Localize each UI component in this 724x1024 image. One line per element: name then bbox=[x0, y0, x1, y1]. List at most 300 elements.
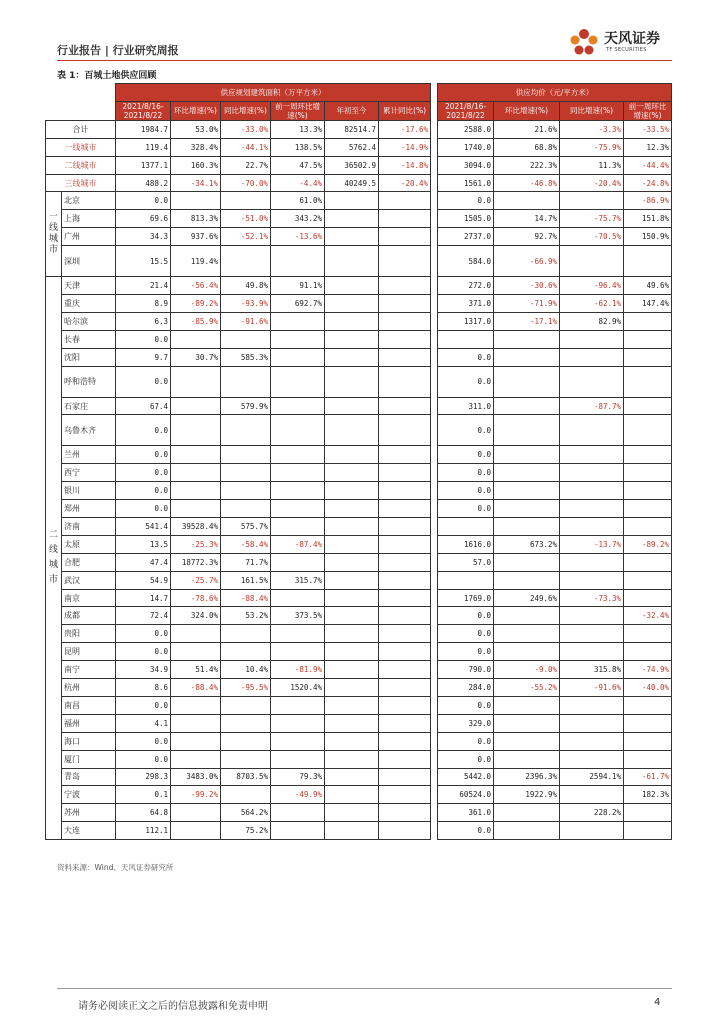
table-cell: 69.6 bbox=[116, 210, 171, 228]
table-cell bbox=[171, 482, 221, 500]
table-cell bbox=[379, 607, 431, 625]
table-cell bbox=[325, 714, 379, 732]
table-cell bbox=[325, 518, 379, 536]
table-cell bbox=[379, 786, 431, 804]
table-cell: 2588.0 bbox=[438, 120, 494, 138]
table-cell bbox=[624, 625, 672, 643]
table-cell: 40249.5 bbox=[325, 174, 379, 192]
table-cell: 228.2% bbox=[560, 804, 624, 822]
column-gap bbox=[431, 415, 438, 446]
table-cell bbox=[221, 246, 271, 277]
col-header: 同比增速(%) bbox=[221, 101, 271, 120]
table-cell: -20.4% bbox=[560, 174, 624, 192]
table-cell bbox=[379, 679, 431, 697]
table-body bbox=[46, 120, 672, 839]
table-cell bbox=[379, 330, 431, 348]
table-cell bbox=[171, 366, 221, 397]
table-cell: -75.7% bbox=[560, 210, 624, 228]
table-cell: 47.4 bbox=[116, 553, 171, 571]
table-cell bbox=[379, 804, 431, 822]
table-cell bbox=[325, 366, 379, 397]
city-name: 重庆 bbox=[62, 295, 116, 313]
table-cell: 324.0% bbox=[171, 607, 221, 625]
column-gap bbox=[431, 822, 438, 840]
table-row bbox=[46, 228, 672, 246]
table-cell: 0.0 bbox=[438, 446, 494, 464]
table-cell bbox=[271, 397, 325, 415]
city-name: 福州 bbox=[62, 714, 116, 732]
table-cell bbox=[560, 750, 624, 768]
table-cell bbox=[271, 643, 325, 661]
table-cell bbox=[624, 643, 672, 661]
city-name: 深圳 bbox=[62, 246, 116, 277]
table-cell bbox=[271, 312, 325, 330]
table-row bbox=[46, 446, 672, 464]
table-cell bbox=[171, 397, 221, 415]
city-name: 海口 bbox=[62, 732, 116, 750]
table-cell: 0.0 bbox=[438, 464, 494, 482]
table-cell: 147.4% bbox=[624, 295, 672, 313]
table-cell: 2737.0 bbox=[438, 228, 494, 246]
table-row bbox=[46, 482, 672, 500]
city-name: 天津 bbox=[62, 277, 116, 295]
table-cell: 0.0 bbox=[438, 192, 494, 210]
column-gap bbox=[431, 482, 438, 500]
tier-group-label: 二 线 城 市 bbox=[46, 277, 62, 840]
table-cell: 3483.0% bbox=[171, 768, 221, 786]
table-cell bbox=[494, 643, 560, 661]
table-cell: -70.0% bbox=[221, 174, 271, 192]
table-cell: 361.0 bbox=[438, 804, 494, 822]
column-gap bbox=[431, 397, 438, 415]
table-cell bbox=[379, 571, 431, 589]
table-cell: 579.9% bbox=[221, 397, 271, 415]
table-cell: 21.4 bbox=[116, 277, 171, 295]
table-row bbox=[46, 732, 672, 750]
table-cell bbox=[560, 786, 624, 804]
column-gap bbox=[431, 750, 438, 768]
table-cell: -20.4% bbox=[379, 174, 431, 192]
table-cell: -33.0% bbox=[221, 120, 271, 138]
table-cell: 1616.0 bbox=[438, 535, 494, 553]
table-cell bbox=[221, 696, 271, 714]
table-cell: 0.0 bbox=[438, 500, 494, 518]
table-cell bbox=[171, 415, 221, 446]
table-cell: 343.2% bbox=[271, 210, 325, 228]
table-row bbox=[46, 174, 672, 192]
table-cell bbox=[560, 553, 624, 571]
table-cell bbox=[221, 500, 271, 518]
table-cell bbox=[624, 500, 672, 518]
table-cell: 21.6% bbox=[494, 120, 560, 138]
table-cell: -62.1% bbox=[560, 295, 624, 313]
table-cell bbox=[379, 210, 431, 228]
table-cell bbox=[560, 464, 624, 482]
table-row bbox=[46, 696, 672, 714]
table-cell bbox=[560, 643, 624, 661]
table-cell bbox=[494, 822, 560, 840]
table-cell bbox=[494, 192, 560, 210]
table-cell bbox=[379, 500, 431, 518]
city-name: 沈阳 bbox=[62, 348, 116, 366]
table-cell: -9.0% bbox=[494, 661, 560, 679]
table-cell bbox=[271, 625, 325, 643]
table-row bbox=[46, 464, 672, 482]
table-cell bbox=[494, 804, 560, 822]
col-header: 同比增速(%) bbox=[560, 101, 624, 120]
table-cell bbox=[325, 607, 379, 625]
table-cell: 61.0% bbox=[271, 192, 325, 210]
city-name: 合肥 bbox=[62, 553, 116, 571]
table-cell: -88.4% bbox=[171, 679, 221, 697]
city-name: 哈尔滨 bbox=[62, 312, 116, 330]
table-cell bbox=[171, 500, 221, 518]
table-cell bbox=[379, 714, 431, 732]
table-cell bbox=[560, 246, 624, 277]
table-row bbox=[46, 571, 672, 589]
table-cell bbox=[271, 804, 325, 822]
table-cell: 53.0% bbox=[171, 120, 221, 138]
table-cell: 1740.0 bbox=[438, 138, 494, 156]
footer-divider bbox=[57, 988, 672, 989]
table-cell: 937.6% bbox=[171, 228, 221, 246]
logo-flower-icon bbox=[568, 26, 600, 60]
table-cell bbox=[325, 228, 379, 246]
table-cell bbox=[221, 192, 271, 210]
column-gap bbox=[431, 138, 438, 156]
logo-text: 天风证券 bbox=[604, 31, 660, 47]
table-cell: 82514.7 bbox=[325, 120, 379, 138]
table-cell bbox=[494, 607, 560, 625]
table-cell bbox=[271, 714, 325, 732]
table-cell: 0.0 bbox=[116, 366, 171, 397]
table-row bbox=[46, 589, 672, 607]
table-cell bbox=[379, 625, 431, 643]
table-cell bbox=[379, 822, 431, 840]
table-cell: 13.3% bbox=[271, 120, 325, 138]
table-cell: 0.0 bbox=[438, 482, 494, 500]
table-cell: 4.1 bbox=[116, 714, 171, 732]
column-gap bbox=[431, 607, 438, 625]
table-cell: 0.1 bbox=[116, 786, 171, 804]
table-cell: -78.6% bbox=[171, 589, 221, 607]
table-cell: 0.0 bbox=[116, 625, 171, 643]
header-group-price: 供应均价（元/平方米） bbox=[438, 84, 672, 102]
table-cell: 72.4 bbox=[116, 607, 171, 625]
table-cell: 790.0 bbox=[438, 661, 494, 679]
table-cell bbox=[171, 696, 221, 714]
table-cell bbox=[325, 768, 379, 786]
city-name: 上海 bbox=[62, 210, 116, 228]
table-cell: -25.3% bbox=[171, 535, 221, 553]
table-cell bbox=[624, 366, 672, 397]
column-gap bbox=[431, 330, 438, 348]
table-cell bbox=[560, 571, 624, 589]
table-cell: 119.4 bbox=[116, 138, 171, 156]
table-cell: 0.0 bbox=[438, 625, 494, 643]
column-gap bbox=[431, 643, 438, 661]
table-cell bbox=[325, 330, 379, 348]
city-name: 苏州 bbox=[62, 804, 116, 822]
table-cell bbox=[325, 643, 379, 661]
table-cell: -46.8% bbox=[494, 174, 560, 192]
city-name: 武汉 bbox=[62, 571, 116, 589]
table-cell: -89.2% bbox=[624, 535, 672, 553]
column-gap bbox=[431, 174, 438, 192]
city-name: 呼和浩特 bbox=[62, 366, 116, 397]
table-cell: 0.0 bbox=[438, 750, 494, 768]
table-cell: 92.7% bbox=[494, 228, 560, 246]
table-row bbox=[46, 295, 672, 313]
table-row bbox=[46, 714, 672, 732]
table-cell bbox=[325, 696, 379, 714]
table-cell bbox=[494, 446, 560, 464]
table-cell: 138.5% bbox=[271, 138, 325, 156]
city-name: 大连 bbox=[62, 822, 116, 840]
table-cell bbox=[271, 366, 325, 397]
table-cell bbox=[171, 732, 221, 750]
table-cell: 10.4% bbox=[221, 661, 271, 679]
table-row bbox=[46, 822, 672, 840]
table-cell: -74.9% bbox=[624, 661, 672, 679]
table-cell bbox=[171, 822, 221, 840]
column-gap bbox=[431, 348, 438, 366]
table-cell: -75.9% bbox=[560, 138, 624, 156]
table-cell: 34.9 bbox=[116, 661, 171, 679]
table-cell bbox=[494, 366, 560, 397]
table-cell: 1505.0 bbox=[438, 210, 494, 228]
table-cell bbox=[624, 518, 672, 536]
table-cell: -81.9% bbox=[271, 661, 325, 679]
table-cell bbox=[624, 696, 672, 714]
table-cell: 13.5 bbox=[116, 535, 171, 553]
table-cell bbox=[271, 330, 325, 348]
table-cell: 8.6 bbox=[116, 679, 171, 697]
table-cell: 585.3% bbox=[221, 348, 271, 366]
table-cell: 0.0 bbox=[116, 482, 171, 500]
column-gap bbox=[431, 228, 438, 246]
col-header: 累计同比(%) bbox=[379, 101, 431, 120]
table-row bbox=[46, 607, 672, 625]
table-cell bbox=[325, 750, 379, 768]
table-cell bbox=[494, 500, 560, 518]
table-cell bbox=[624, 446, 672, 464]
city-name: 南昌 bbox=[62, 696, 116, 714]
table-cell bbox=[494, 482, 560, 500]
table-cell: 150.9% bbox=[624, 228, 672, 246]
table-cell bbox=[325, 415, 379, 446]
table-cell bbox=[379, 397, 431, 415]
city-name: 一线城市 bbox=[46, 138, 116, 156]
column-gap bbox=[431, 553, 438, 571]
table-cell bbox=[494, 397, 560, 415]
table-cell bbox=[325, 446, 379, 464]
column-gap bbox=[431, 625, 438, 643]
table-cell bbox=[624, 348, 672, 366]
table-cell bbox=[325, 464, 379, 482]
table-cell bbox=[325, 553, 379, 571]
table-cell bbox=[325, 295, 379, 313]
table-cell bbox=[379, 696, 431, 714]
table-cell bbox=[325, 192, 379, 210]
table-cell: 0.0 bbox=[438, 696, 494, 714]
table-cell: 34.3 bbox=[116, 228, 171, 246]
table-row bbox=[46, 330, 672, 348]
table-cell: 53.2% bbox=[221, 607, 271, 625]
table-cell bbox=[379, 518, 431, 536]
table-row bbox=[46, 312, 672, 330]
table-cell: -85.9% bbox=[171, 312, 221, 330]
table-cell: 22.7% bbox=[221, 156, 271, 174]
table-cell bbox=[379, 366, 431, 397]
table-cell: 0.0 bbox=[116, 415, 171, 446]
table-cell bbox=[560, 192, 624, 210]
table-cell bbox=[624, 589, 672, 607]
table-cell: 564.2% bbox=[221, 804, 271, 822]
table-cell bbox=[171, 750, 221, 768]
column-gap bbox=[431, 295, 438, 313]
table-cell bbox=[171, 330, 221, 348]
table-cell bbox=[325, 535, 379, 553]
table-cell bbox=[325, 500, 379, 518]
table-cell bbox=[624, 397, 672, 415]
report-header-title: 行业报告 | 行业研究周报 bbox=[57, 44, 179, 57]
table-cell bbox=[560, 366, 624, 397]
col-header: 前一周环比增速(%) bbox=[271, 101, 325, 120]
table-cell bbox=[271, 348, 325, 366]
table-cell: 328.4% bbox=[171, 138, 221, 156]
table-cell: 51.4% bbox=[171, 661, 221, 679]
table-cell: -73.3% bbox=[560, 589, 624, 607]
table-cell: -3.3% bbox=[560, 120, 624, 138]
table-cell: 249.6% bbox=[494, 589, 560, 607]
table-cell: -86.9% bbox=[624, 192, 672, 210]
table-cell bbox=[171, 192, 221, 210]
column-gap bbox=[431, 768, 438, 786]
table-cell: 0.0 bbox=[116, 500, 171, 518]
table-cell: 0.0 bbox=[116, 446, 171, 464]
table-cell: 12.3% bbox=[624, 138, 672, 156]
table-cell bbox=[560, 482, 624, 500]
city-name: 宁波 bbox=[62, 786, 116, 804]
city-name: 石家庄 bbox=[62, 397, 116, 415]
table-cell: 284.0 bbox=[438, 679, 494, 697]
table-row bbox=[46, 366, 672, 397]
table-cell bbox=[271, 822, 325, 840]
table-caption: 表 1：百城土地供应回顾 bbox=[57, 71, 157, 81]
table-cell: -99.2% bbox=[171, 786, 221, 804]
table-cell bbox=[624, 415, 672, 446]
table-cell bbox=[379, 446, 431, 464]
column-gap bbox=[431, 277, 438, 295]
city-name: 二线城市 bbox=[46, 156, 116, 174]
table-cell: 8.9 bbox=[116, 295, 171, 313]
table-row bbox=[46, 415, 672, 446]
table-cell bbox=[560, 714, 624, 732]
table-row bbox=[46, 138, 672, 156]
city-name: 北京 bbox=[62, 192, 116, 210]
header-divider bbox=[57, 60, 672, 61]
table-cell bbox=[624, 571, 672, 589]
table-cell: 0.0 bbox=[116, 464, 171, 482]
table-cell bbox=[624, 804, 672, 822]
table-cell: -30.6% bbox=[494, 277, 560, 295]
table-cell bbox=[560, 330, 624, 348]
table-cell: 18772.3% bbox=[171, 553, 221, 571]
table-cell bbox=[624, 714, 672, 732]
table-cell bbox=[379, 553, 431, 571]
table-cell bbox=[221, 366, 271, 397]
city-name: 三线城市 bbox=[46, 174, 116, 192]
table-cell bbox=[271, 518, 325, 536]
table-cell: -55.2% bbox=[494, 679, 560, 697]
table-cell: 151.8% bbox=[624, 210, 672, 228]
column-gap bbox=[431, 120, 438, 138]
table-cell: 160.3% bbox=[171, 156, 221, 174]
table-row bbox=[46, 246, 672, 277]
table-cell: 68.8% bbox=[494, 138, 560, 156]
table-cell bbox=[271, 464, 325, 482]
table-cell bbox=[325, 804, 379, 822]
table-cell bbox=[438, 518, 494, 536]
table-cell: -58.4% bbox=[221, 535, 271, 553]
table-cell bbox=[221, 415, 271, 446]
city-name: 昆明 bbox=[62, 643, 116, 661]
table-cell bbox=[325, 732, 379, 750]
table-cell: 311.0 bbox=[438, 397, 494, 415]
col-header: 2021/8/16-2021/8/22 bbox=[438, 101, 494, 120]
table-cell: 584.0 bbox=[438, 246, 494, 277]
column-gap bbox=[431, 786, 438, 804]
table-cell bbox=[221, 625, 271, 643]
table-cell: 0.0 bbox=[438, 732, 494, 750]
column-gap bbox=[431, 732, 438, 750]
column-gap bbox=[431, 661, 438, 679]
table-cell: 0.0 bbox=[116, 643, 171, 661]
table-cell: 373.5% bbox=[271, 607, 325, 625]
column-gap bbox=[431, 518, 438, 536]
table-cell bbox=[379, 192, 431, 210]
table-cell bbox=[624, 246, 672, 277]
table-cell bbox=[624, 732, 672, 750]
table-cell bbox=[560, 500, 624, 518]
table-cell: 315.7% bbox=[271, 571, 325, 589]
city-name: 厦门 bbox=[62, 750, 116, 768]
table-cell bbox=[560, 446, 624, 464]
table-cell bbox=[494, 464, 560, 482]
table-cell: 30.7% bbox=[171, 348, 221, 366]
table-row bbox=[46, 625, 672, 643]
table-cell bbox=[221, 732, 271, 750]
table-cell: 15.5 bbox=[116, 246, 171, 277]
table-row bbox=[46, 156, 672, 174]
table-cell: 0.0 bbox=[116, 192, 171, 210]
table-cell: 0.0 bbox=[438, 415, 494, 446]
table-cell: 541.4 bbox=[116, 518, 171, 536]
table-row bbox=[46, 277, 672, 295]
column-gap bbox=[431, 312, 438, 330]
table-cell bbox=[271, 589, 325, 607]
tier-group-label: 一 线 城 市 bbox=[46, 192, 62, 277]
table-row bbox=[46, 348, 672, 366]
table-cell: -61.7% bbox=[624, 768, 672, 786]
table-cell bbox=[438, 571, 494, 589]
table-cell: -96.4% bbox=[560, 277, 624, 295]
table-cell: 14.7 bbox=[116, 589, 171, 607]
table-cell: -17.1% bbox=[494, 312, 560, 330]
table-cell bbox=[171, 446, 221, 464]
table-cell bbox=[624, 482, 672, 500]
